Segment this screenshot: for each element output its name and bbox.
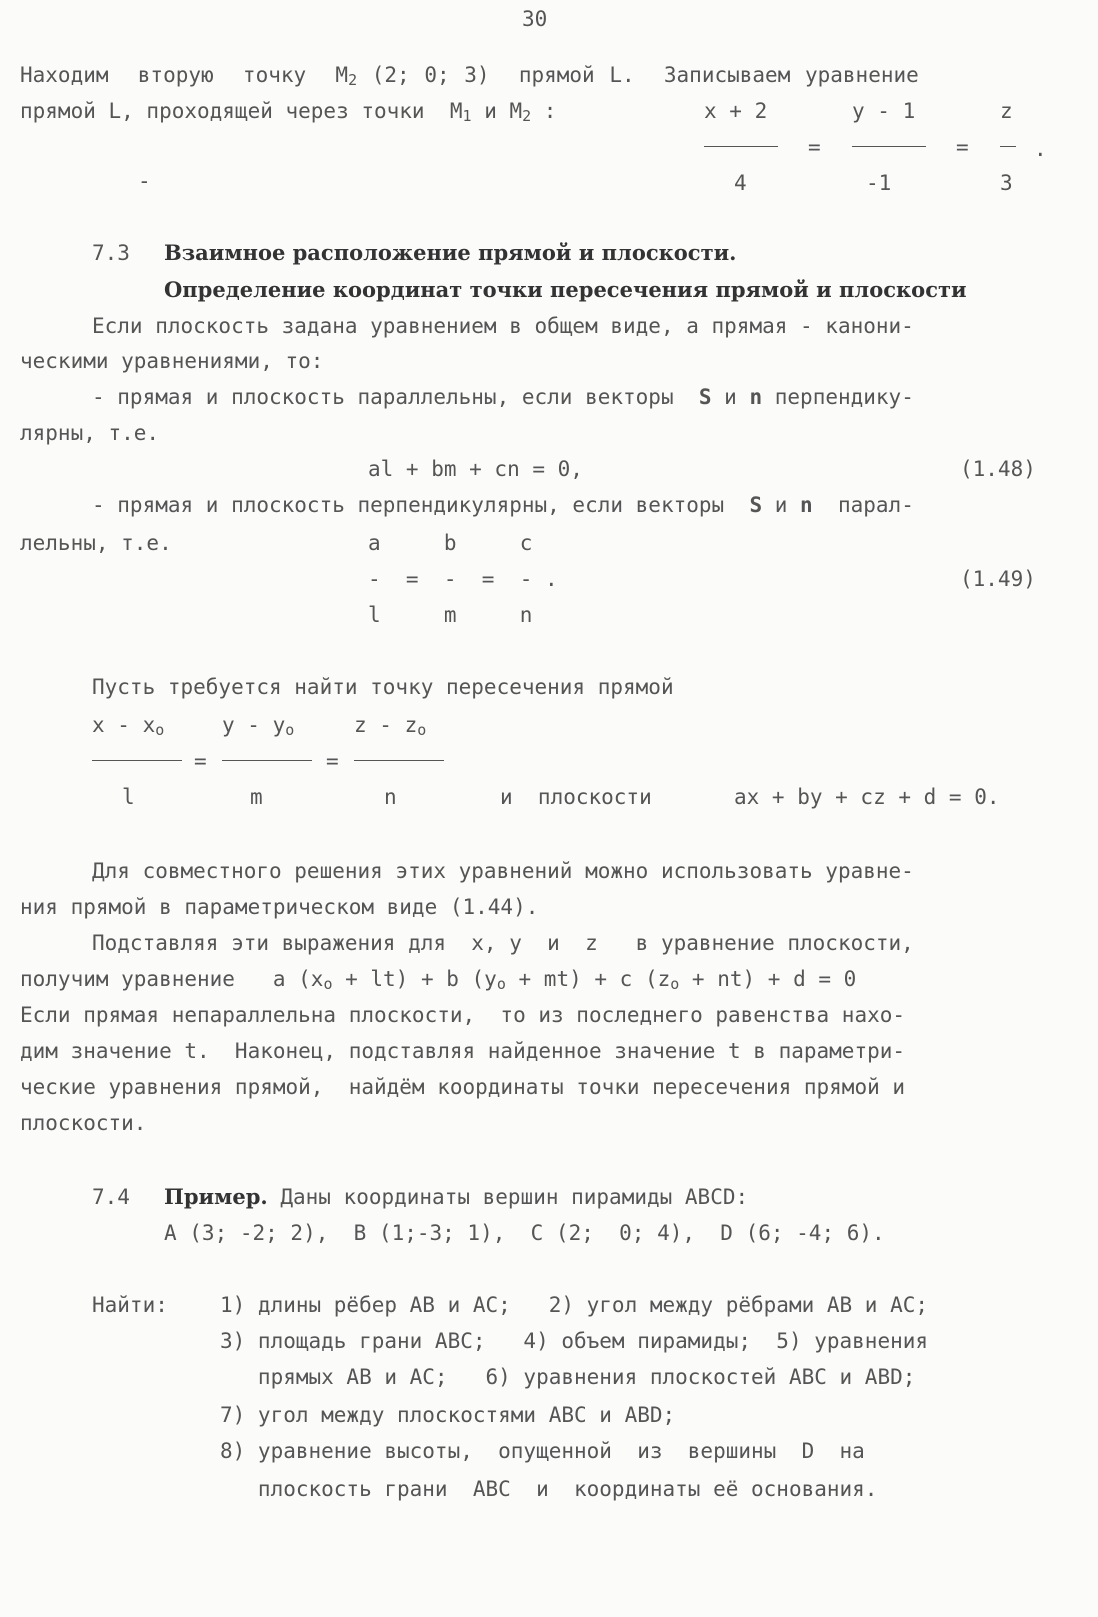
vector-s: S (698, 385, 712, 409)
section-number: 7.3 (92, 241, 130, 265)
section-number: 7.4 (92, 1185, 130, 1209)
equation-1-48: al + bm + cn = 0, (368, 457, 583, 481)
line-eq-denominator-1: l (122, 785, 135, 809)
and-plane-text: и плоскости (500, 785, 652, 809)
task-item: прямых AB и AC; 6) уравнения плоскостей ABC и ABD; (220, 1365, 916, 1389)
vertex-coordinates: A (3; -2; 2), B (1;-3; 1), C (2; 0; 4), D (6; -4; 6). (164, 1221, 885, 1245)
subscript: 2 (348, 71, 358, 89)
subscript: 2 (522, 107, 532, 125)
text: перпендику- (762, 385, 914, 409)
intro-line-2-text-c: : (531, 99, 557, 123)
text: Даны координаты вершин пирамиды ABCD: (267, 1185, 749, 1209)
text: x - x (92, 713, 156, 737)
fraction-denominator-3: 3 (1000, 171, 1013, 195)
paragraph-line: лельны, т.е. (20, 531, 172, 555)
text: + mt) + c (z (505, 967, 671, 991)
vector-n: n (800, 493, 813, 517)
intro-line-1-text-a: Находим вторую точку M (20, 63, 349, 87)
intro-line-2-text-b: и M (471, 99, 523, 123)
fraction-numerator-2: y - 1 (852, 99, 916, 123)
equation-1-49-mid: - = - = - . (368, 567, 558, 591)
equals-sign: = (194, 749, 207, 773)
task-item: плоскость грани ABC и координаты её основания. (220, 1477, 878, 1501)
vector-n: n (749, 385, 763, 409)
paragraph-line: Если прямая непараллельна плоскости, то из последнего равенства нахо- (20, 1003, 906, 1027)
paragraph-line: Если плоскость задана уравнением в общем виде, а прямая - канони- (92, 314, 914, 338)
fraction-denominator-2: -1 (866, 171, 892, 195)
fraction-bar (222, 760, 312, 761)
example-label: Пример. (164, 1184, 268, 1209)
subscript: o (670, 975, 680, 993)
fraction-bar (704, 146, 778, 147)
equation-1-49-bottom: l m n (368, 603, 533, 627)
text: и (711, 385, 750, 409)
find-label: Найти: (92, 1293, 168, 1317)
paragraph-line: лярны, т.е. (20, 421, 160, 445)
fraction-bar (354, 760, 444, 761)
intro-line-1-text-b: (2; 0; 3) прямой L. Записываем уравнение (357, 63, 919, 87)
text: - прямая и плоскость параллельны, если векторы (92, 385, 699, 409)
text: z - z (354, 713, 418, 737)
text: парал- (812, 493, 914, 517)
equation-number: (1.49) (960, 567, 1036, 591)
equation-1-49-top: a b c (368, 531, 533, 555)
text: - прямая и плоскость перпендикулярны, если векторы (92, 493, 750, 517)
text: + nt) + d = 0 (679, 967, 857, 991)
paragraph-line (92, 384, 914, 410)
intro-line-1 (20, 62, 919, 93)
vector-s: S (749, 493, 763, 517)
fraction-numerator-3: z (1000, 99, 1013, 123)
task-item: 3) площадь грани ABC; 4) объем пирамиды; 5) уравнения (220, 1329, 929, 1353)
text: и (762, 493, 801, 517)
stray-dash: - (138, 169, 151, 193)
intro-line-2 (20, 98, 556, 129)
equals-sign: = (326, 749, 339, 773)
line-eq-denominator-3: n (384, 785, 397, 809)
equation-number: (1.48) (960, 457, 1036, 481)
subscript: o (496, 975, 506, 993)
line-eq-numerator-3 (354, 712, 426, 743)
equals-sign: = (808, 135, 821, 159)
intro-line-2-text-a: прямой L, проходящей через точки M (20, 99, 463, 123)
subscript: o (323, 975, 333, 993)
paragraph-line: ческие уравнения прямой, найдём координаты точки пересечения прямой и (20, 1075, 906, 1099)
text: y - y (222, 713, 286, 737)
paragraph-line: Подставляя эти выражения для x, y и z в уравнение плоскости, (92, 931, 914, 955)
line-eq-numerator-2 (222, 712, 294, 743)
fraction-numerator-1: x + 2 (704, 99, 768, 123)
task-item: 7) угол между плоскостями ABC и ABD; (220, 1403, 676, 1427)
subscript: o (417, 721, 427, 739)
equals-sign: = (956, 135, 969, 159)
example-heading (164, 1184, 748, 1210)
period: . (1034, 137, 1047, 161)
subscript: o (155, 721, 165, 739)
paragraph-line: дим значение t. Наконец, подставляя найденное значение t в параметри- (20, 1039, 906, 1063)
line-eq-numerator-1 (92, 712, 164, 743)
page-number: 30 (522, 7, 548, 31)
fraction-bar (852, 146, 926, 147)
task-item: 1) длины рёбер AB и AC; 2) угол между рёбрами AB и AC; (220, 1293, 929, 1317)
plane-equation: ax + by + cz + d = 0. (734, 785, 1000, 809)
paragraph-line: ческими уравнениями, то: (20, 349, 324, 373)
fraction-denominator-1: 4 (734, 171, 747, 195)
task-item: 8) уравнение высоты, опущенной из вершины D на (220, 1439, 865, 1463)
text: + lt) + b (y (332, 967, 497, 991)
paragraph-line: Пусть требуется найти точку пересечения прямой (92, 675, 674, 699)
subscript: o (285, 721, 295, 739)
subscript: 1 (462, 107, 472, 125)
fraction-bar (1000, 146, 1016, 147)
section-title: Взаимное расположение прямой и плоскости. (164, 240, 737, 265)
paragraph-line: Для совместного решения этих уравнений можно использовать уравне- (92, 859, 914, 883)
section-subtitle: Определение координат точки пересечения прямой и плоскости (164, 277, 967, 302)
line-eq-denominator-2: m (250, 785, 263, 809)
fraction-bar (92, 760, 182, 761)
text: получим уравнение a (x (20, 967, 324, 991)
paragraph-line (92, 492, 914, 518)
paragraph-line: ния прямой в параметрическом виде (1.44). (20, 895, 539, 919)
paragraph-line (20, 966, 856, 997)
paragraph-line: плоскости. (20, 1111, 147, 1135)
